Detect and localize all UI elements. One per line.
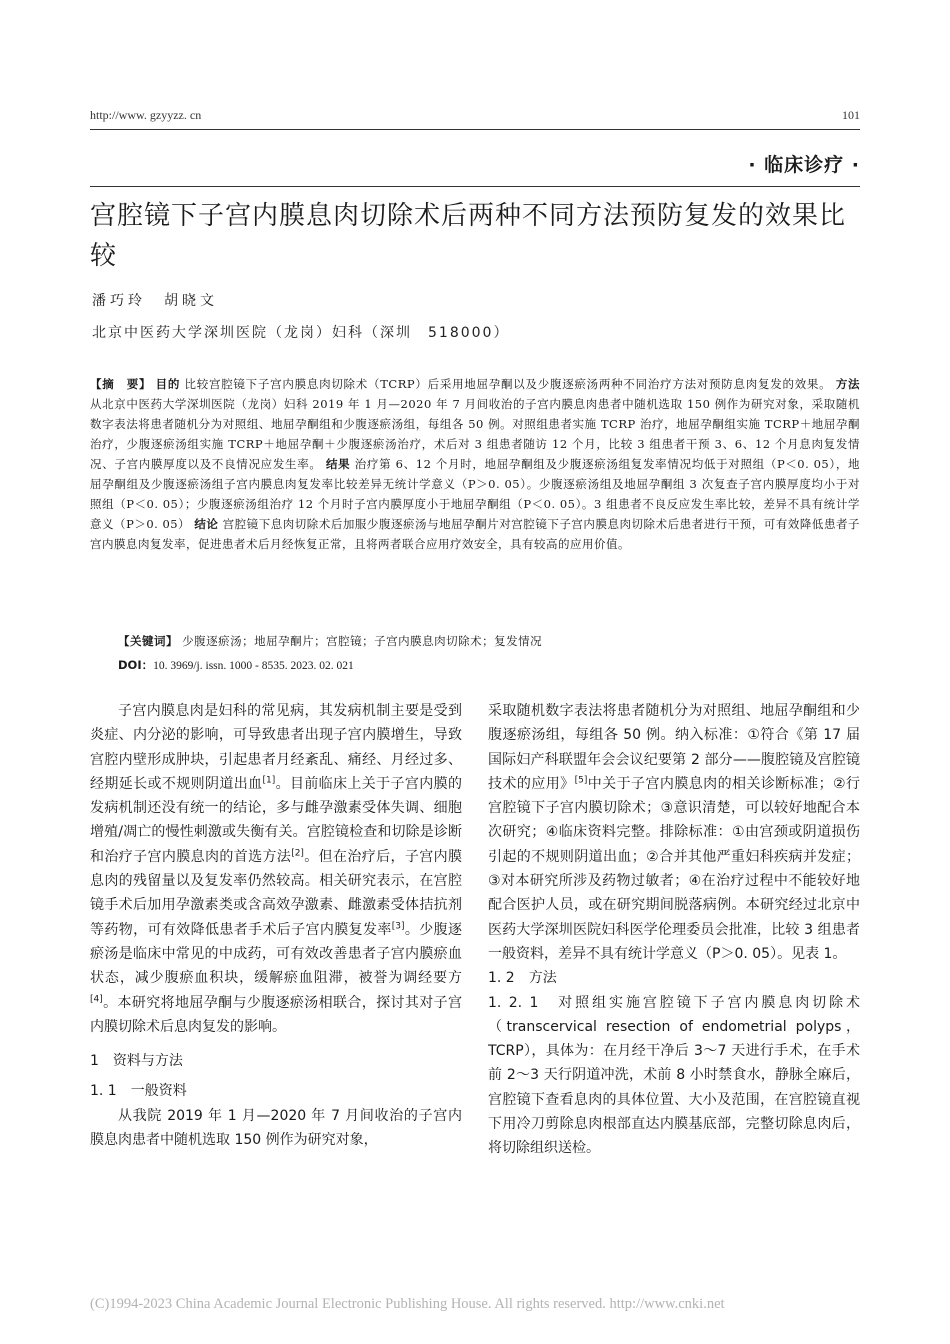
general-data-continued: 采取随机数字表法将患者随机分为对照组、地屈孕酮组和少腹逐瘀汤组，每组各 50 例。纳入标准：①符合《第 17 届国际妇产科联盟年会会议纪要第 2 部分——腹腔镜及宫腔镜技术的应用》[5]中关于子宫内膜息肉的相关诊断标准；②行宫腔镜下子宫内膜切除术；③意识清楚，可以较好地配合本次研究；④临床资料完整。排除标准：①由宫颈或阴道损伤引起的不规则阴道出血；②合并其他严重妇科疾病并发症；③对本研究所涉及药物过敏者；④在治疗过程中不能较好地配合医护人员，或在研究期间脱落病例。本研究经过北京中医药大学深圳医院妇科医学伦理委员会批准，比较 3 组患者一般资料，差异不具有统计学意义（P＞0. 05）。见表 1。 [488,703,861,962]
keywords-text: 少腹逐瘀汤；地屈孕酮片；宫腔镜；子宫内膜息肉切除术；复发情况 [182,634,543,648]
general-data-paragraph: 从我院 2019 年 1 月—2020 年 7 月间收治的子宫内膜息肉患者中随机选取 150 例作为研究对象， [90,1107,462,1149]
citation-3[interactable]: [3] [391,921,405,932]
heading-materials-methods: 1 资料与方法 [90,1053,183,1070]
intro-paragraph: 子宫内膜息肉是妇科的常见病，其发病机制主要是受到炎症、内分泌的影响，可导致患者出现子宫内膜增生，导致宫腔内壁形成肿块，引起患者月经紊乱、痛经、月经过多、经期延长或不规则阴道出血[1]。目前临床上关于子宫内膜的发病机制还没有统一的结论，多与雌孕激素受体失调、细胞增殖/凋亡的慢性刺激或失衡有关。宫腔镜检查和切除是诊断和治疗子宫内膜息肉的首选方法[2]。但在治疗后，子宫内膜息肉的残留量以及复发率仍然较高。相关研究表示，在宫腔镜手术后加用孕激素类或含高效孕激素、雌激素受体拮抗剂等药物，可有效降低患者手术后子宫内膜复发率[3]。少腹逐瘀汤是临床中常见的中成药，可有效改善患者子宫内膜瘀血状态，减少腹瘀血积块，缓解瘀血阻滞，被誉为调经要方[4]。本研究将地屈孕酮与少腹逐瘀汤相联合，探讨其对子宫内膜切除术后息肉复发的影响。 [90,703,463,1035]
citation-4[interactable]: [4] [90,993,103,1004]
authors: 潘巧玲 胡晓文 [92,293,218,309]
methods-label: 方法 [835,377,861,391]
section-label: · 临床诊疗 · [748,154,860,176]
page-title: 宫腔镜下子宫内膜息肉切除术后两种不同方法预防复发的效果比较 [90,201,847,271]
doi-value[interactable]: 10. 3969/j. issn. 1000 - 8535. 2023. 02. 021 [153,660,354,672]
abstract-tag: 【摘 要】 [90,377,152,391]
section-rule [90,186,860,187]
keywords [118,633,542,649]
conclusion-label: 结论 [194,517,219,531]
doi-label: DOI： [118,658,154,672]
header-rule [90,129,860,130]
keywords-label: 【关键词】 [118,634,178,648]
journal-url[interactable]: http://www. gzyyzz. cn [90,108,202,122]
page-number: 101 [842,108,860,122]
citation-2[interactable]: [2] [291,848,304,859]
doi [118,657,354,673]
results-text: 治疗第 6、12 个月时，地屈孕酮组及少腹逐瘀汤组复发率情况均低于对照组（P＜0. 05），地屈孕酮组及少腹逐瘀汤组子宫内膜息肉复发率比较差异无统计学意义（P＞0. 05）。少腹逐瘀汤组及地屈孕酮组 3 次复查子宫内膜厚度均小于对照组（P＜0. 05）；少腹逐瘀汤组治疗 12 个月时子宫内膜厚度小于地屈孕酮组（P＜0. 05）。3 组患者不良反应发生率比较，差异不具有统计学意义（P＞0. 05） [90,457,861,531]
citation-1[interactable]: [1] [262,775,276,786]
objective-text: 比较宫腔镜下子宫内膜息肉切除术（TCRP）后采用地屈孕酮以及少腹逐瘀汤两种不同治疗方法对预防息肉复发的效果。 [184,377,832,391]
method-paragraph: 1. 2. 1 对照组实施宫腔镜下子宫内膜息肉切除术（transcervical resection of endometrial polyps，TCRP），具体为：在月经干净后 3～7 天进行手术，在手术前 2～3 天行阴道冲洗，术前 8 小时禁食水，静脉全麻后，宫腔镜下查看息肉的具体位置、大小及范围，在宫腔镜直视下用冷刀剪除息肉根部直达内膜基底部，完整切除息肉后，将切除组织送检。 [488,994,860,1157]
body-right-column [488,699,860,1161]
heading-general-data: 1. 1 一般资料 [90,1083,187,1100]
affiliation: 北京中医药大学深圳医院（龙岗）妇科（深圳 518000） [92,325,510,341]
abstract [90,374,860,554]
objective-label: 目的 [155,377,181,391]
body-left-column [90,699,462,1152]
citation-5[interactable]: [5] [574,775,588,786]
heading-methods: 1. 2 方法 [488,970,557,987]
conclusion-text: 宫腔镜下息肉切除术后加服少腹逐瘀汤与地屈孕酮片对宫腔镜下子宫内膜息肉切除术后患者进行干预，可有效降低患者子宫内膜息肉复发率，促进患者术后月经恢复正常，且将两者联合应用疗效安全，具有较高的应用价值。 [90,517,861,551]
methods-text: 从北京中医药大学深圳医院（龙岗）妇科 2019 年 1 月—2020 年 7 月间收治的子宫内膜息肉患者中随机选取 150 例作为研究对象，采取随机数字表法将患者随机分为对照组、地屈孕酮组和少腹逐瘀汤组，每组各 50 例。对照组患者实施 TCRP 治疗，地屈孕酮组实施 TCRP＋地屈孕酮治疗，少腹逐瘀汤组实施 TCRP＋地屈孕酮＋少腹逐瘀汤治疗，术后对 3 组患者随访 12 个月，比较 3 组患者干预 3、6、12 个月息肉复发情况、子宫内膜厚度以及不良情况应发生率。 [90,397,860,471]
copyright-footer: (C)1994-2023 China Academic Journal Electronic Publishing House. All rights reserved. http://www.cnki.net [90,1296,725,1312]
results-label: 结果 [325,457,351,471]
